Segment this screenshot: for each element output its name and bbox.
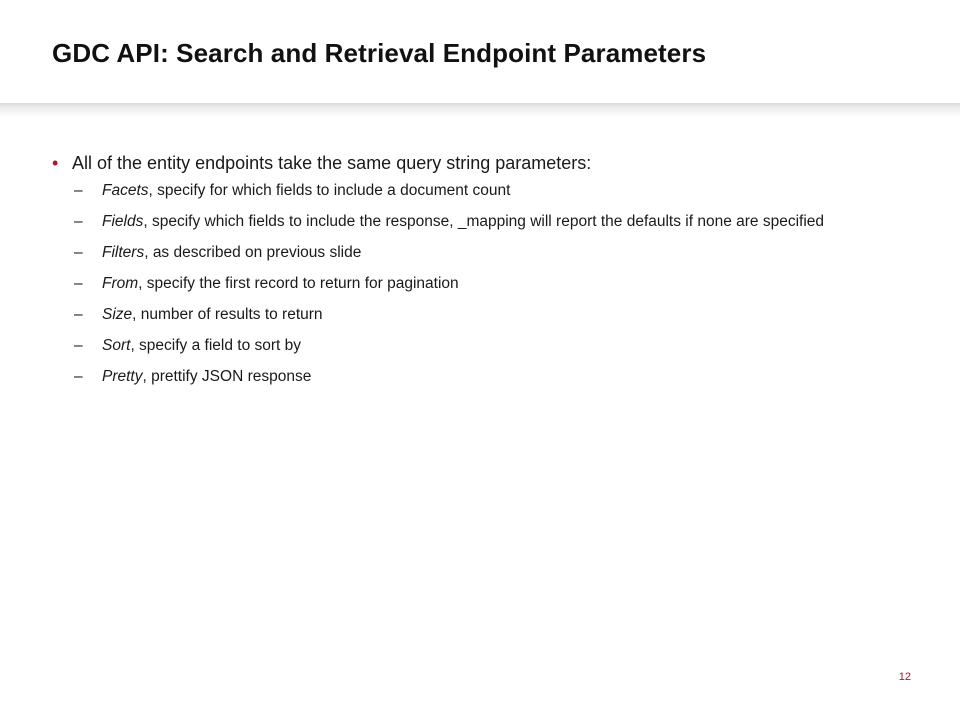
parameter-facets [52,180,912,202]
parameter-term: Fields [102,213,144,230]
parameter-term: Size [102,306,133,323]
main-bullet [52,150,912,176]
parameter-list [52,180,912,388]
parameter-description: , number of results to return [132,306,323,323]
dash-marker: – [74,306,83,323]
title-divider [0,103,960,117]
main-bullet-text: All of the entity endpoints take the same query string parameters: [72,153,592,173]
dash-marker: – [74,368,83,385]
parameter-description: , as described on previous slide [144,244,362,261]
parameter-sort [52,335,912,357]
parameter-fields [52,211,912,233]
parameter-filters [52,242,912,264]
dash-marker: – [74,213,83,230]
dash-marker: – [74,337,83,354]
slide-title: GDC API: Search and Retrieval Endpoint Parameters [52,38,707,68]
dash-marker: – [74,244,83,261]
slide-content [52,150,912,397]
bullet-dot-icon: • [52,153,59,173]
parameter-pretty [52,366,912,388]
parameter-description: , specify for which fields to include a document count [148,182,511,199]
parameter-description: , prettify JSON response [142,368,312,385]
parameter-size [52,304,912,326]
parameter-description: , specify which fields to include the response, _mapping will report the defaults if none are specified [143,213,825,230]
parameter-term: Facets [102,182,149,199]
dash-marker: – [74,182,83,199]
parameter-term: Filters [102,244,145,261]
parameter-term: Sort [102,337,131,354]
parameter-description: , specify a field to sort by [130,337,302,354]
page-number: 12 [898,671,911,683]
parameter-term: Pretty [102,368,143,385]
parameter-term: From [102,275,139,292]
parameter-from [52,273,912,295]
dash-marker: – [74,275,83,292]
parameter-description: , specify the first record to return for pagination [138,275,459,292]
